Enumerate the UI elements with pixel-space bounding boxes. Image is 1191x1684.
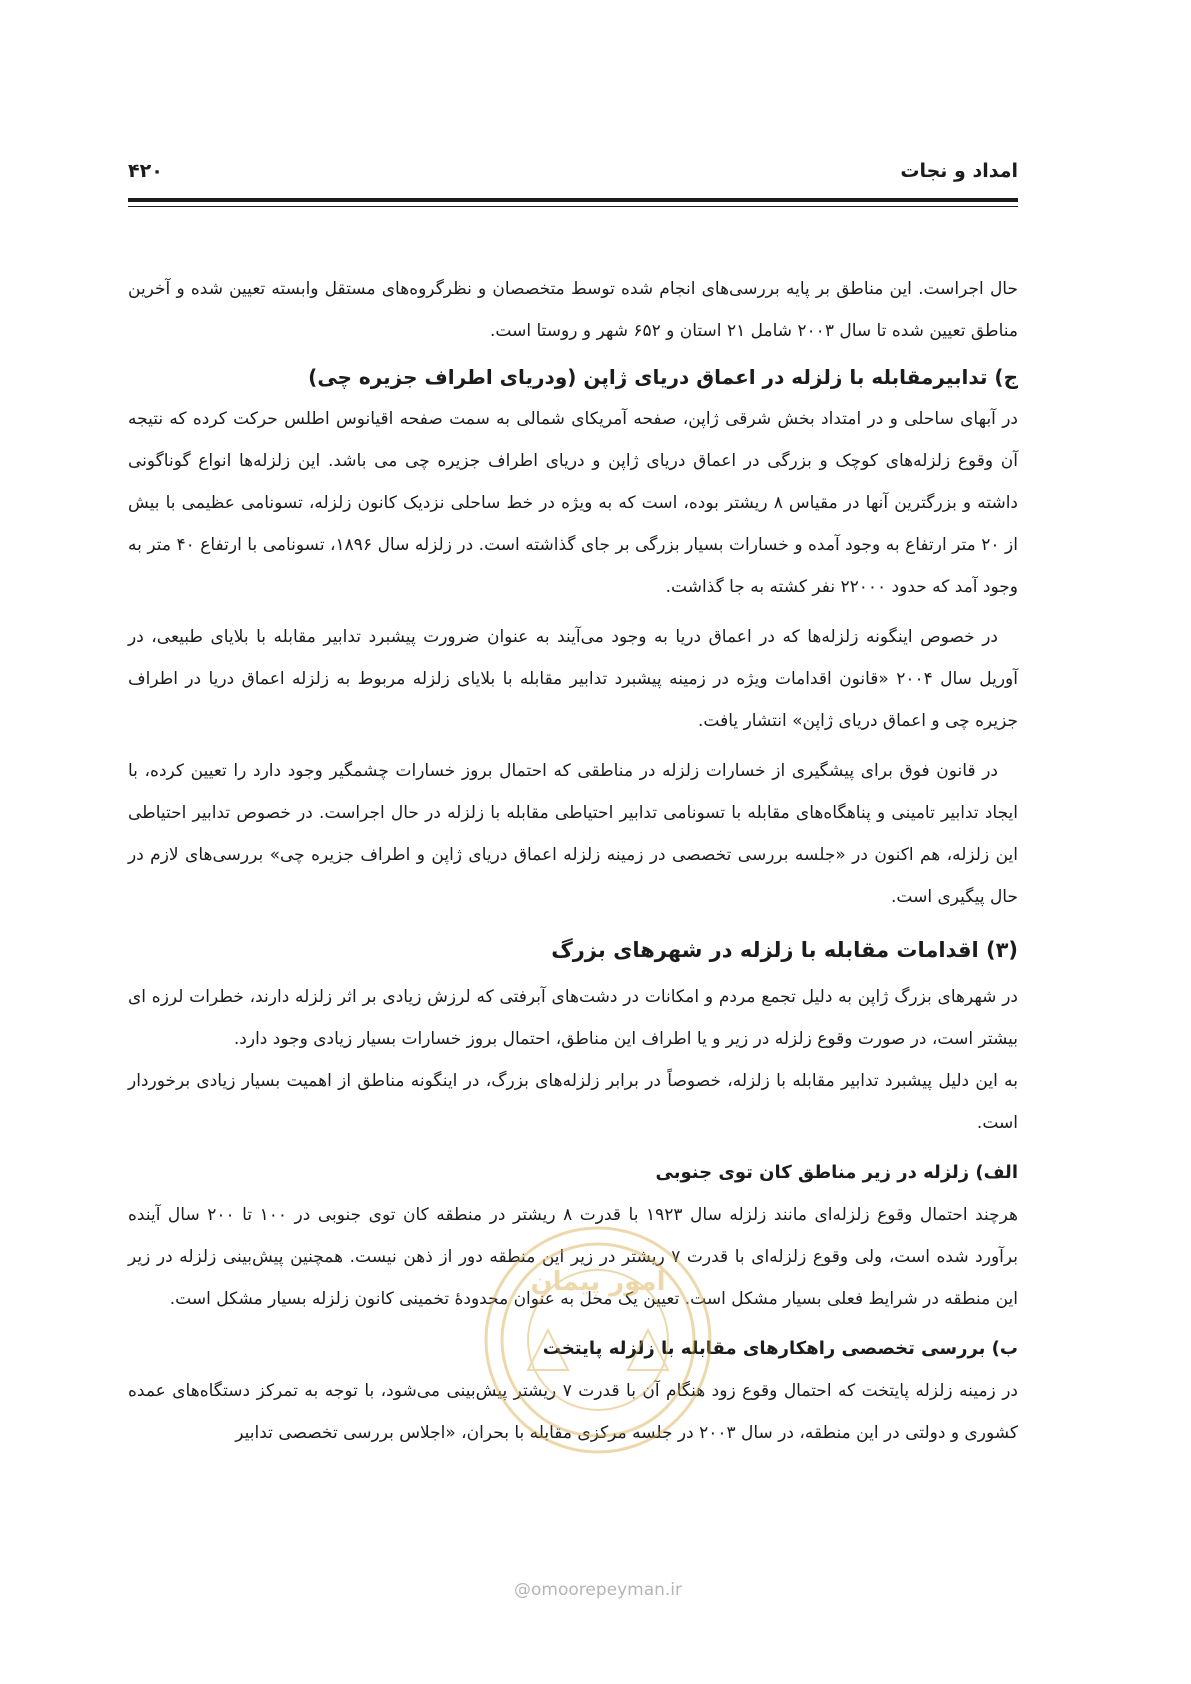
heading-section-a: الف) زلزله در زیر مناطق کان توی جنوبی — [655, 1162, 1018, 1183]
paragraph-c-2: در خصوص اینگونه زلزله‌ها که در اعماق دریا به وجود می‌آیند به عنوان ضرورت پیشبرد تدابیر مقابله با بلایای طبیعی، در آوریل سال ۲۰۰۴ «قانون اقدامات ویژه در زمینه پیشبرد تدابیر مقابله با بلایای زلزله مربوط به زلزله اعماق دریا در اطراف جزیره چی و اعماق دریای ژاپن» انتشار یافت. — [128, 627, 1018, 731]
watermark-stamp-text: امور پیمان — [530, 1267, 666, 1297]
paragraph-intro: حال اجراست. این مناطق بر پایه بررسی‌های انجام شده توسط متخصصان و نظرگروه‌های مستقل وابسته تعیین شده و آخرین مناطق تعیین شده تا سال ۲۰۰۳ شامل ۲۱ استان و ۶۵۲ شهر و روستا است. — [128, 279, 1018, 341]
heading-section-c: ج) تدابیرمقابله با زلزله در اعماق دریای ژاپن (ودریای اطراف جزیره چی) — [308, 365, 1018, 389]
running-title: امداد و نجات — [900, 160, 1018, 182]
paragraph-c-3: در قانون فوق برای پیشگیری از خسارات زلزله در مناطقی که احتمال بروز خسارات چشمگیر وجود دارد را تعیین کرده، با ایجاد تدابیر تامینی و پناهگاه‌های مقابله با تسونامی تدابیر احتیاطی مقابله با زلزله در حال اجراست. در خصوص تدابیر احتیاطی این زلزله، هم اکنون در «جلسه بررسی تخصصی در زمینه زلزله اعماق دریای ژاپن و اطراف جزیره چی» بررسی‌های لازم در حال پیگیری است. — [128, 761, 1018, 907]
paragraph-3-b: به این دلیل پیشبرد تدابیر مقابله با زلزله، خصوصاً در برابر زلزله‌های بزرگ، در اینگونه مناطق از اهمیت بسیار زیادی برخوردار است. — [128, 1071, 1018, 1133]
page-header — [128, 160, 1018, 190]
watermark-site: @omoorepeyman.ir — [513, 1580, 683, 1600]
paragraph-a: هرچند احتمال وقوع زلزله‌ای مانند زلزله سال ۱۹۲۳ با قدرت ۸ ریشتر در منطقه کان توی جنوبی در ۱۰۰ تا ۲۰۰ سال آینده برآورد شده است، ولی وقوع زلزله‌ای با قدرت ۷ ریشتر در زیر این منطقه دور از ذهن نیست. همچنین پیش‌بینی زلزله در زیر این منطقه در شرایط فعلی بسیار مشکل است. تعیین یک محل به عنوان محدودهٔ تخمینی کانون زلزله بسیار مشکل است. — [128, 1205, 1019, 1309]
header-rule-thin — [128, 206, 1018, 207]
header-rule-thick — [128, 198, 1018, 202]
page-body — [128, 268, 1018, 1462]
paragraph-c-1: در آبهای ساحلی و در امتداد بخش شرقی ژاپن، صفحه آمریکای شمالی به سمت صفحه اقیانوس اطلس حرکت کرده که نتیجه آن وقوع زلزله‌های کوچک و بزرگی در اعماق دریای ژاپن و دریای اطراف جزیره چی می باشد. این زلزله‌ها انواع گوناگونی داشته و بزرگترین آنها در مقیاس ۸ ریشتر بوده، است که به ویژه در خط ساحلی نزدیک کانون زلزله، تسونامی عظیمی با بیش از ۲۰ متر ارتفاع به وجود آمده و خسارات بسیار بزرگی بر جای گذاشته است. در زلزله سال ۱۸۹۶، تسونامی با ارتفاع ۴۰ متر به وجود آمد که حدود ۲۲۰۰۰ نفر کشته به جا گذاشت. — [128, 409, 1018, 597]
page-number: ۴۲۰ — [128, 160, 163, 182]
heading-section-3: (۳) اقدامات مقابله با زلزله در شهرهای بزرگ — [551, 938, 1018, 962]
paragraph-b: در زمینه زلزله پایتخت که احتمال وقوع زود هنگام آن با قدرت ۷ ریشتر پیش‌بینی می‌شود، با توجه به تمرکز دستگاه‌های عمده کشوری و دولتی در این منطقه، در سال ۲۰۰۳ در جلسه مرکزی مقابله با بحران، «اجلاس بررسی تخصصی تدابیر — [128, 1381, 1018, 1443]
heading-section-b: ب) بررسی تخصصی راهکارهای مقابله با زلزله پایتخت — [542, 1338, 1018, 1359]
paragraph-3-a: در شهرهای بزرگ ژاپن به دلیل تجمع مردم و امکانات در دشت‌های آبرفتی که لرزش زیادی بر اثر زلزله دارند، خطرات لرزه ای بیشتر است، در صورت وقوع زلزله در زیر و یا اطراف این مناطق، احتمال بروز خسارات بسیار زیادی وجود دارد. — [128, 987, 1018, 1049]
